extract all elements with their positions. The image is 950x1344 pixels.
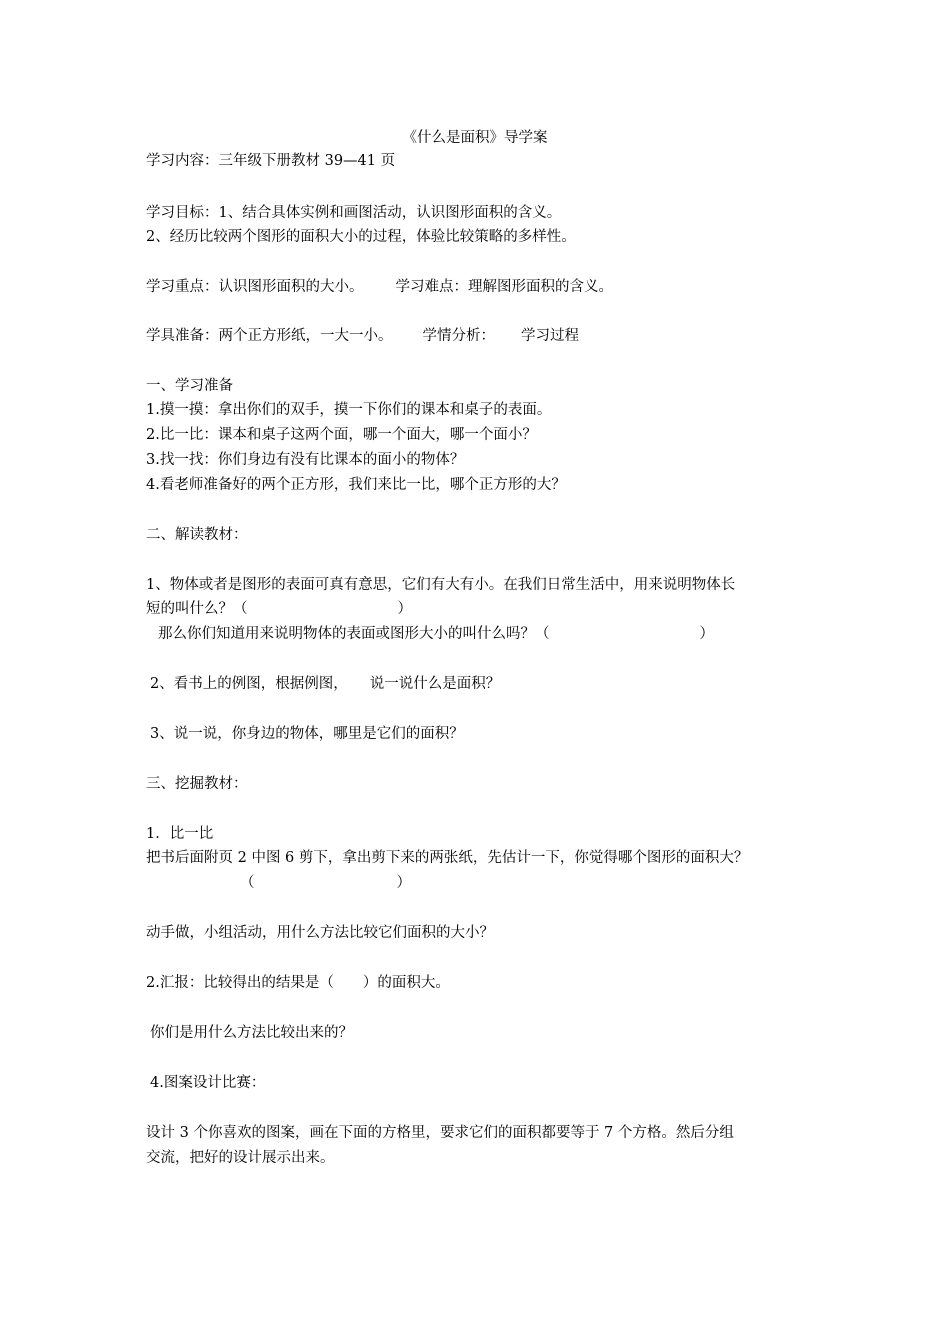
- learning-process: 学习过程: [521, 328, 579, 344]
- length-question: 短的叫什么？（: [146, 601, 248, 617]
- section-3-design-line2: 交流，把好的设计展示出来。: [146, 1150, 335, 1166]
- section-3-title: 三、挖掘教材：: [146, 776, 248, 792]
- section-2-q1-line3: [158, 624, 714, 644]
- open-paren: （: [240, 875, 255, 891]
- study-goal-2: 2、经历比较两个图形的面积大小的过程，体验比较策略的多样性。: [146, 229, 576, 245]
- section-1-item-1: 1.摸一摸：拿出你们的双手，摸一下你们的课本和桌子的表面。: [146, 402, 552, 418]
- section-3-item-4: 4.图案设计比赛：: [150, 1075, 266, 1091]
- section-2-q2: [150, 674, 500, 694]
- key-point: 学习重点：认识图形面积的大小。: [146, 279, 364, 295]
- difficulty-point: 学习难点：理解图形面积的含义。: [395, 279, 613, 295]
- section-3-item-1-answer: [240, 873, 411, 893]
- section-2-q1-line1: 1、物体或者是图形的表面可真有意思，它们有大有小。在我们日常生活中，用来说明物体长: [146, 577, 736, 593]
- section-1-item-3: 3.找一找：你们身边有没有比课本的面小的物体？: [146, 452, 465, 468]
- study-content: 学习内容：三年级下册教材 39—41 页: [146, 153, 396, 169]
- section-3-item-1-title: 1．比一比: [146, 826, 214, 842]
- tools-line: [146, 326, 579, 346]
- document-title: 《什么是面积》导学案: [402, 130, 548, 146]
- key-difficulty-line: [146, 277, 613, 297]
- section-2-q1-line2: [146, 599, 412, 619]
- close-paren: ）: [699, 626, 714, 642]
- section-1-title: 一、学习准备: [146, 378, 233, 394]
- close-paren: ）: [397, 601, 412, 617]
- learner-analysis: 学情分析：: [422, 328, 495, 344]
- section-3-item-2: 2.汇报：比较得出的结果是（ ）的面积大。: [146, 975, 450, 991]
- section-1-item-2: 2.比一比：课本和桌子这两个面，哪一个面大，哪一个面小？: [146, 427, 537, 443]
- q2-part-a: 2、看书上的例图，根据例图，: [150, 676, 348, 692]
- section-3-item-1-text: 把书后面附页 2 中图 6 剪下，拿出剪下来的两张纸，先估计一下，你觉得哪个图形的面积大？: [146, 850, 749, 866]
- area-question: 那么你们知道用来说明物体的表面或图形大小的叫什么吗？（: [158, 626, 550, 642]
- close-paren: ）: [396, 875, 411, 891]
- section-2-title: 二、解读教材：: [146, 527, 248, 543]
- study-goal-1: 学习目标：1、结合具体实例和画图活动，认识图形面积的含义。: [146, 205, 562, 221]
- tools-prep: 学具准备：两个正方形纸，一大一小。: [146, 328, 393, 344]
- section-3-design-line1: 设计 3 个你喜欢的图案，画在下面的方格里，要求它们的面积都要等于 7 个方格。然后分组: [146, 1125, 734, 1141]
- section-3-method: 你们是用什么方法比较出来的？: [150, 1025, 353, 1041]
- section-3-activity: 动手做，小组活动，用什么方法比较它们面积的大小？: [146, 925, 494, 941]
- q2-part-b: 说一说什么是面积？: [369, 676, 501, 692]
- section-2-q3: 3、说一说，你身边的物体，哪里是它们的面积？: [150, 726, 464, 742]
- section-1-item-4: 4.看老师准备好的两个正方形，我们来比一比，哪个正方形的大？: [146, 477, 566, 493]
